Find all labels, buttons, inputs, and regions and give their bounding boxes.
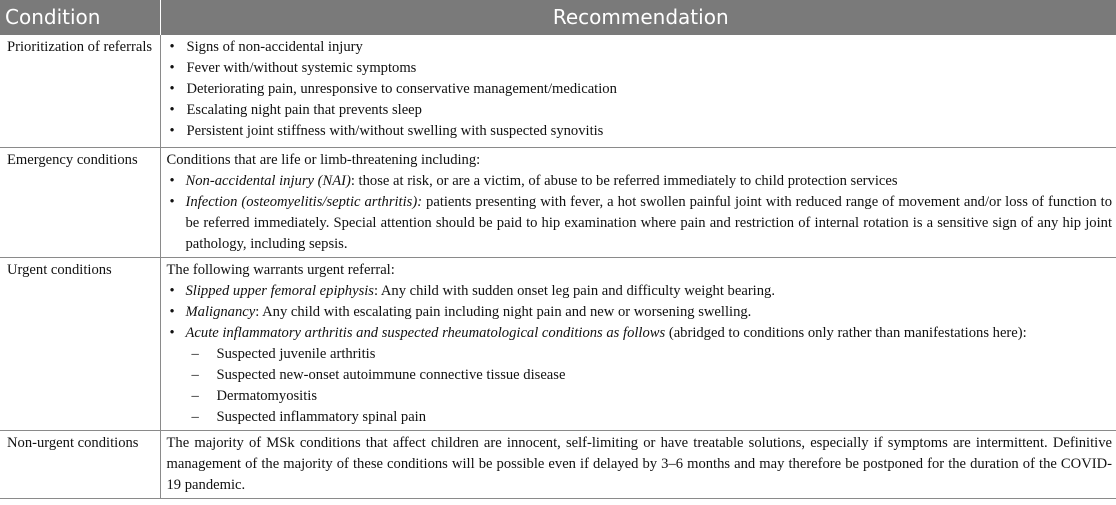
- sub-list-item: [167, 365, 1113, 386]
- list-item: [167, 58, 1113, 79]
- list-item-text: Persistent joint stiffness with/without swelling with suspected synovitis: [186, 123, 604, 139]
- recommendation-cell: [160, 148, 1116, 258]
- term-italic: Slipped upper femoral epiphysis: [185, 283, 374, 299]
- term-italic: Infection (osteomyelitis/septic arthritis):: [185, 194, 423, 210]
- bullet-icon: •: [169, 60, 175, 76]
- bullet-icon: •: [169, 81, 175, 97]
- bullet-icon: •: [169, 325, 175, 341]
- dash-icon: –: [191, 367, 199, 383]
- condition-cell: Non-urgent conditions: [0, 431, 160, 499]
- list-item-text: : those at risk, or are a victim, of abuse to be referred immediately to child protection services: [350, 173, 898, 189]
- bullet-icon: •: [169, 123, 175, 139]
- list-item: [167, 323, 1113, 344]
- recommendation-cell: The majority of MSk conditions that affect children are innocent, self-limiting or have treatable solutions, especially if symptoms are intermittent. Definitive management of the majority of these conditions will be possible even if delayed by 3–6 months and may therefore be postponed for the duration of the COVID-19 pandemic.: [160, 431, 1116, 499]
- condition-cell: Emergency conditions: [0, 148, 160, 258]
- bullet-list: [167, 171, 1113, 255]
- list-item: [167, 121, 1113, 142]
- intro-text: The following warrants urgent referral:: [166, 262, 395, 278]
- recommendation-cell: [160, 35, 1116, 148]
- table-row-non-urgent: [0, 431, 1116, 499]
- sub-list-item-text: Suspected inflammatory spinal pain: [216, 409, 427, 425]
- dash-icon: –: [191, 409, 199, 425]
- sub-list-item-text: Suspected juvenile arthritis: [216, 346, 376, 362]
- table-row-prioritization: [0, 35, 1116, 148]
- dash-icon: –: [191, 346, 199, 362]
- bullet-icon: •: [169, 194, 175, 210]
- term-italic: Non-accidental injury (NAI): [185, 173, 351, 189]
- list-item: [167, 171, 1113, 192]
- bullet-icon: •: [169, 283, 175, 299]
- sub-list-item: [167, 344, 1113, 365]
- table-header: [0, 0, 1116, 35]
- term-italic: Malignancy: [185, 304, 256, 320]
- sub-list-item: [167, 386, 1113, 407]
- bullet-icon: •: [169, 304, 175, 320]
- table-row-urgent: [0, 258, 1116, 431]
- condition-cell: Urgent conditions: [0, 258, 160, 431]
- condition-column-header: Condition: [0, 0, 160, 35]
- bullet-list: [167, 37, 1113, 142]
- list-item-text: Escalating night pain that prevents sleep: [186, 102, 422, 118]
- list-item-text: : Any child with escalating pain including night pain and new or worsening swelling.: [255, 304, 752, 320]
- sub-list-item: [167, 407, 1113, 428]
- list-item-text: Deteriorating pain, unresponsive to conservative management/medication: [186, 81, 617, 97]
- bullet-icon: •: [169, 39, 175, 55]
- term-italic: Acute inflammatory arthritis and suspected rheumatological conditions as follows: [185, 325, 666, 341]
- list-item: [167, 100, 1113, 121]
- list-item: [167, 302, 1113, 323]
- condition-cell: Prioritization of referrals: [0, 35, 160, 148]
- recommendation-column-header: Recommendation: [160, 0, 1116, 35]
- list-item-text: patients presenting with fever, a hot swollen painful joint with reduced range of movement and/or loss of function to be referred immediately. Special attention should be paid to hip examination where pain and restriction of internal rotation is a sensitive sign of any hip joint pathology, including sepsis.: [185, 194, 1112, 252]
- table-row-emergency: [0, 148, 1116, 258]
- header-row: [0, 0, 1116, 35]
- bullet-list: [167, 281, 1113, 344]
- bullet-icon: •: [169, 173, 175, 189]
- list-item: [167, 281, 1113, 302]
- list-item-text: Signs of non-accidental injury: [186, 39, 363, 55]
- sub-list-item-text: Suspected new-onset autoimmune connective tissue disease: [216, 367, 566, 383]
- recommendation-cell: [160, 258, 1116, 431]
- list-item: [167, 37, 1113, 58]
- dash-icon: –: [191, 388, 199, 404]
- intro-text: Conditions that are life or limb-threatening including:: [166, 152, 481, 168]
- list-item-text: (abridged to conditions only rather than manifestations here):: [665, 325, 1027, 341]
- list-item-text: : Any child with sudden onset leg pain and difficulty weight bearing.: [373, 283, 775, 299]
- list-item: [167, 192, 1113, 255]
- sub-list-item-text: Dermatomyositis: [216, 388, 318, 404]
- dash-list: [167, 344, 1113, 428]
- bullet-icon: •: [169, 102, 175, 118]
- list-item-text: Fever with/without systemic symptoms: [186, 60, 417, 76]
- list-item: [167, 79, 1113, 100]
